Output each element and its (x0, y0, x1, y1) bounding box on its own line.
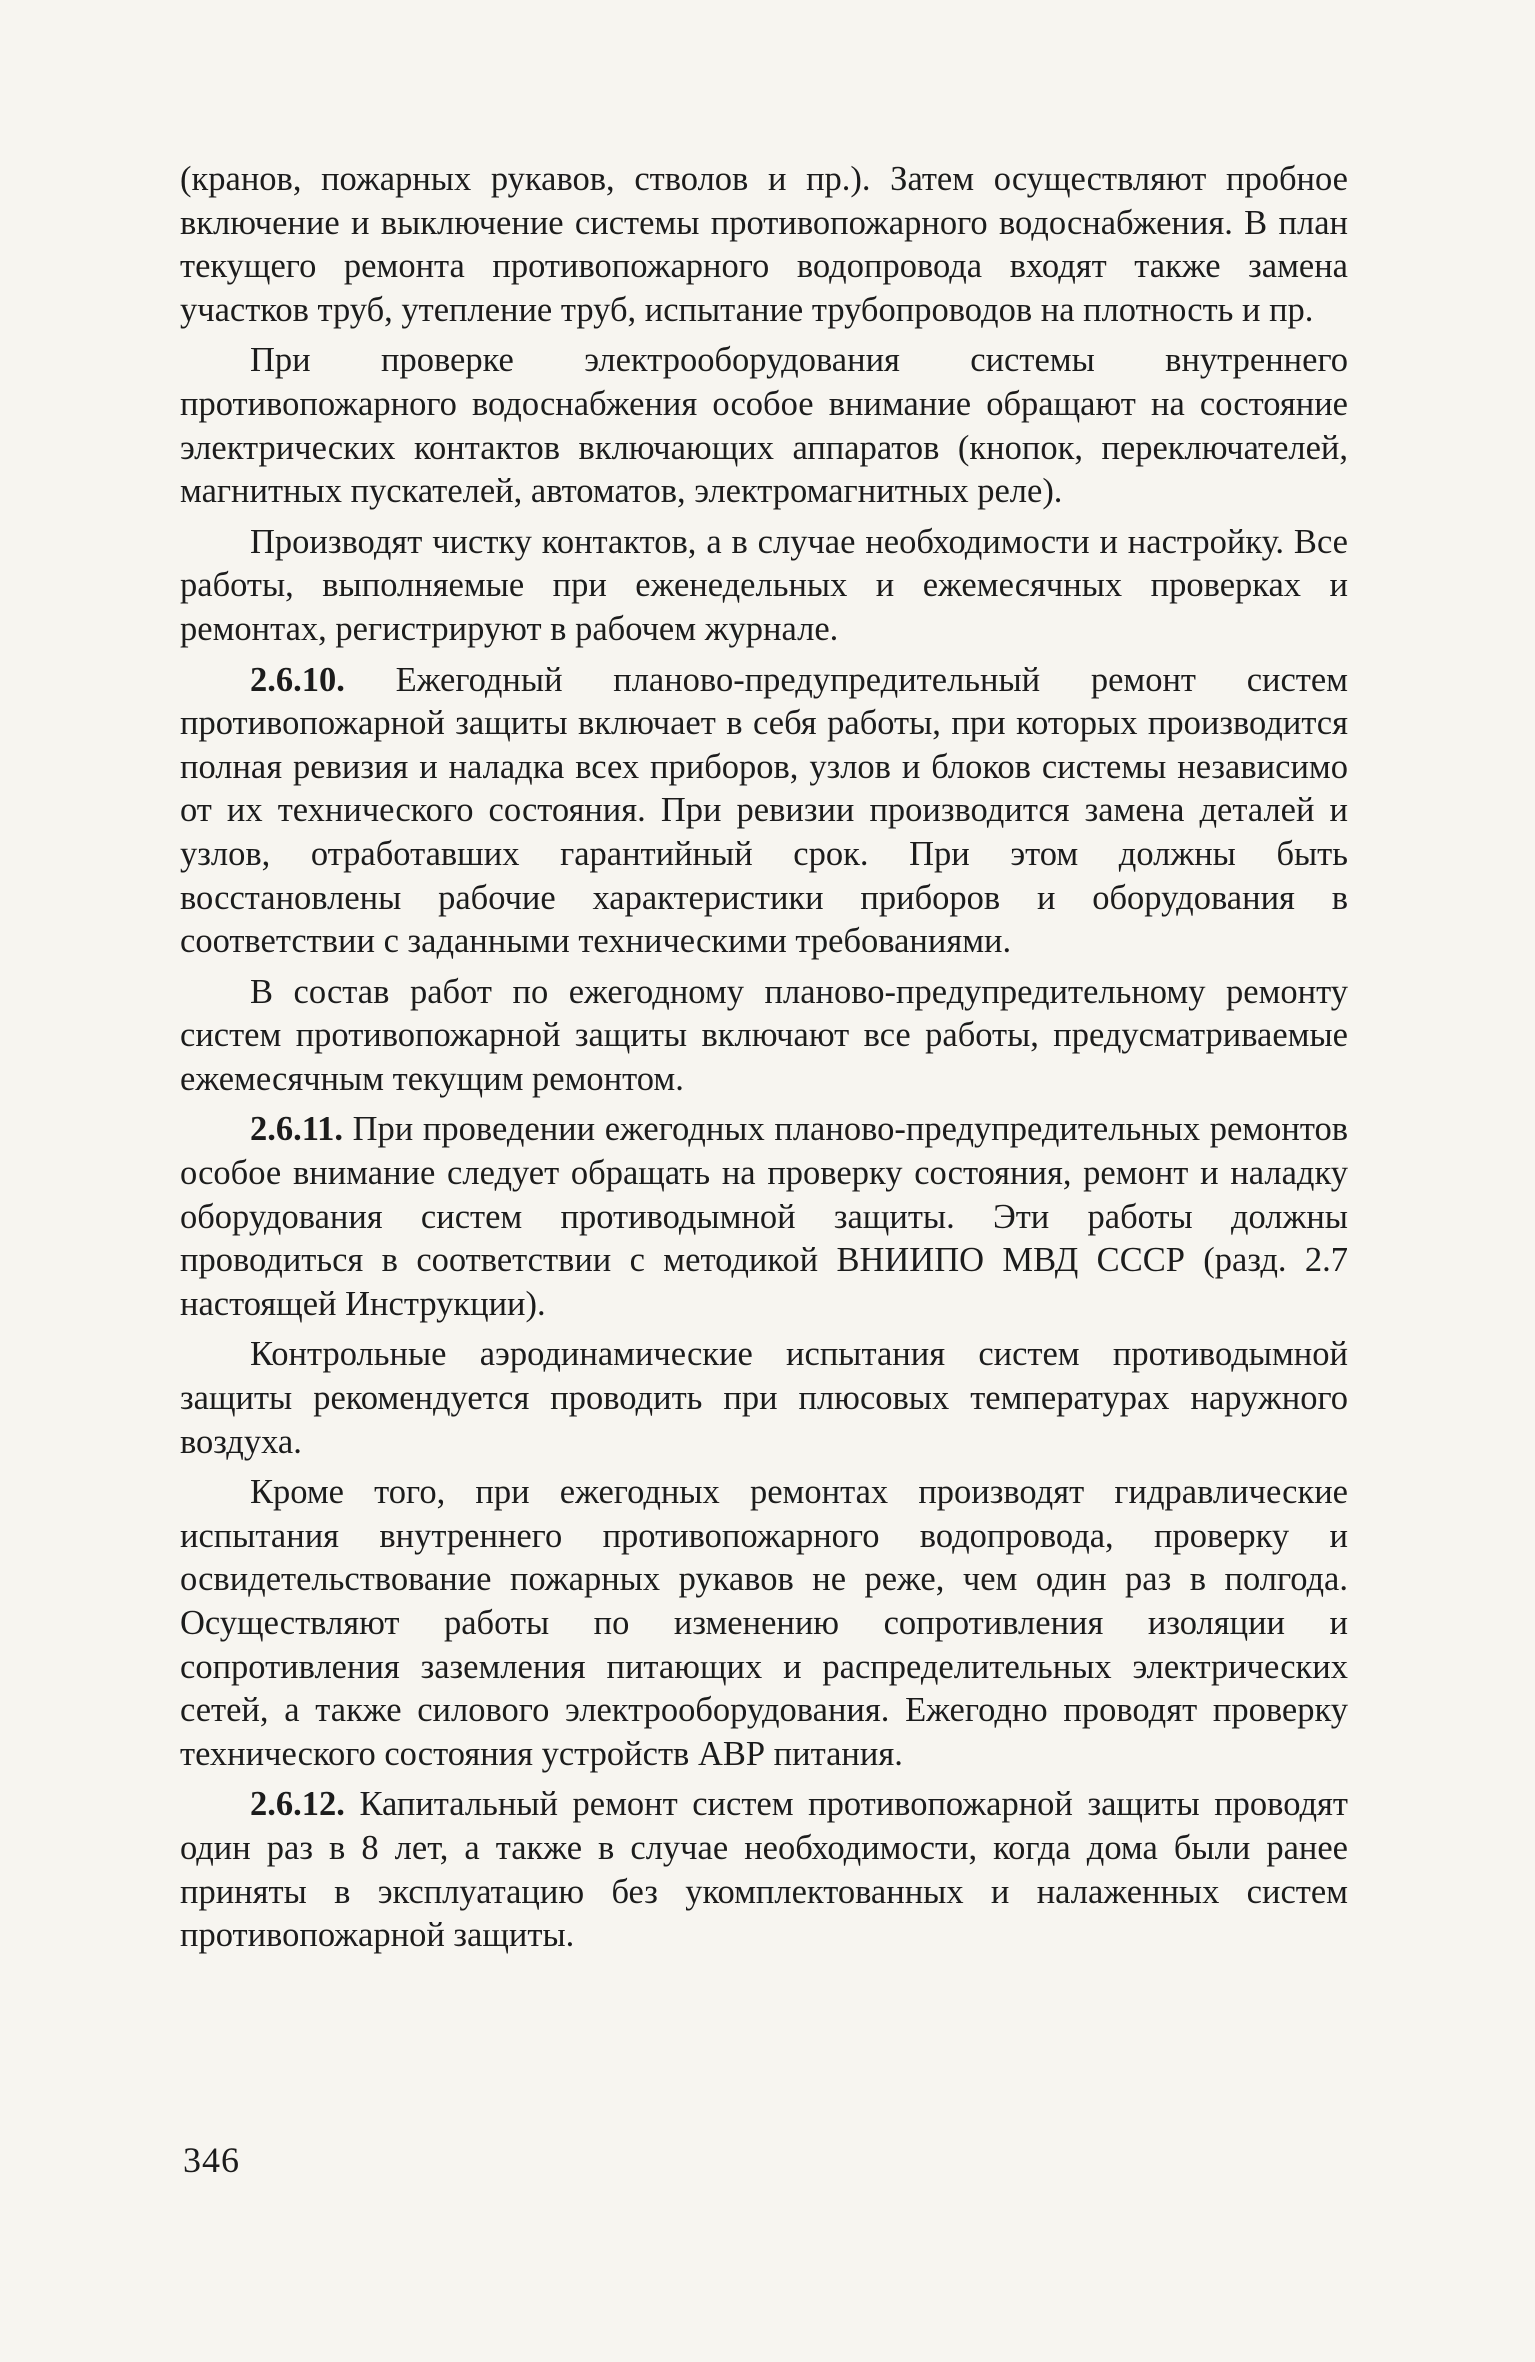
paragraph (180, 1471, 1348, 1776)
paragraph (180, 339, 1348, 513)
paragraph-text: Контрольные аэродинамические испытания систем противодымной защиты рекомендуется проводить при плюсовых температурах наружного воздуха. (180, 1335, 1348, 1461)
paragraph-text: Кроме того, при ежегодных ремонтах производят гидравлические испытания внутреннего противопожарного водопровода, проверку и освидетельствование пожарных рукавов не реже, чем один раз в полгода. Осуществляют работы по изменению сопротивления изоляции и сопротивления заземления питающих и распределительных электрических сетей, а также силового электрооборудования. Ежегодно проводят проверку технического состояния устройств АВР питания. (180, 1473, 1348, 1773)
section-2-6-12 (180, 1783, 1348, 1957)
page-body (180, 158, 1348, 1965)
paragraph-text: (кранов, пожарных рукавов, стволов и пр.). Затем осуществляют пробное включение и выключение системы противопожарного водоснабжения. В план текущего ремонта противопожарного водопровода входят также замена участков труб, утепление труб, испытание трубопроводов на плотность и пр. (180, 160, 1348, 329)
paragraph (180, 1333, 1348, 1464)
paragraph-text: При проведении ежегодных планово-предупредительных ремонтов особое внимание следует обращать на проверку состояния, ремонт и наладку оборудования систем противодымной защиты. Эти работы должны проводиться в соответствии с методикой ВНИИПО МВД СССР (разд. 2.7 настоящей Инструкции). (180, 1110, 1348, 1323)
paragraph-text: Ежегодный планово-предупредительный ремонт систем противопожарной защиты включает в себя работы, при которых производится полная ревизия и наладка всех приборов, узлов и блоков системы независимо от их технического состояния. При ревизии производится замена деталей и узлов, отработавших гарантийный срок. При этом должны быть восстановлены рабочие характеристики приборов и оборудования в соответствии с заданными техническими требованиями. (180, 660, 1348, 961)
section-2-6-10 (180, 659, 1348, 964)
paragraph-text: Производят чистку контактов, а в случае необходимости и настройку. Все работы, выполняемые при еженедельных и ежемесячных проверках и ремонтах, регистрируют в рабочем журнале. (180, 522, 1348, 648)
section-number: 2.6.11. (250, 1110, 343, 1149)
paragraph (180, 971, 1348, 1102)
page-number: 346 (183, 2140, 240, 2180)
paragraph (180, 158, 1348, 332)
paragraph-text: При проверке электрооборудования системы внутреннего противопожарного водоснабжения особое внимание обращают на состояние электрических контактов включающих аппаратов (кнопок, переключателей, магнитных пускателей, автоматов, электромагнитных реле). (180, 341, 1348, 511)
paragraph-text: Капитальный ремонт систем противопожарной защиты проводят один раз в 8 лет, а также в случае необходимости, когда дома были ранее приняты в эксплуатацию без укомплектованных и налаженных систем противопожарной защиты. (180, 1785, 1348, 1955)
paragraph (180, 521, 1348, 652)
paragraph-text: В состав работ по ежегодному планово-предупредительному ремонту систем противопожарной защиты включают все работы, предусматриваемые ежемесячным текущим ремонтом. (180, 972, 1348, 1098)
section-number: 2.6.12. (250, 1785, 345, 1824)
section-number: 2.6.10. (250, 660, 345, 699)
section-2-6-11 (180, 1108, 1348, 1326)
